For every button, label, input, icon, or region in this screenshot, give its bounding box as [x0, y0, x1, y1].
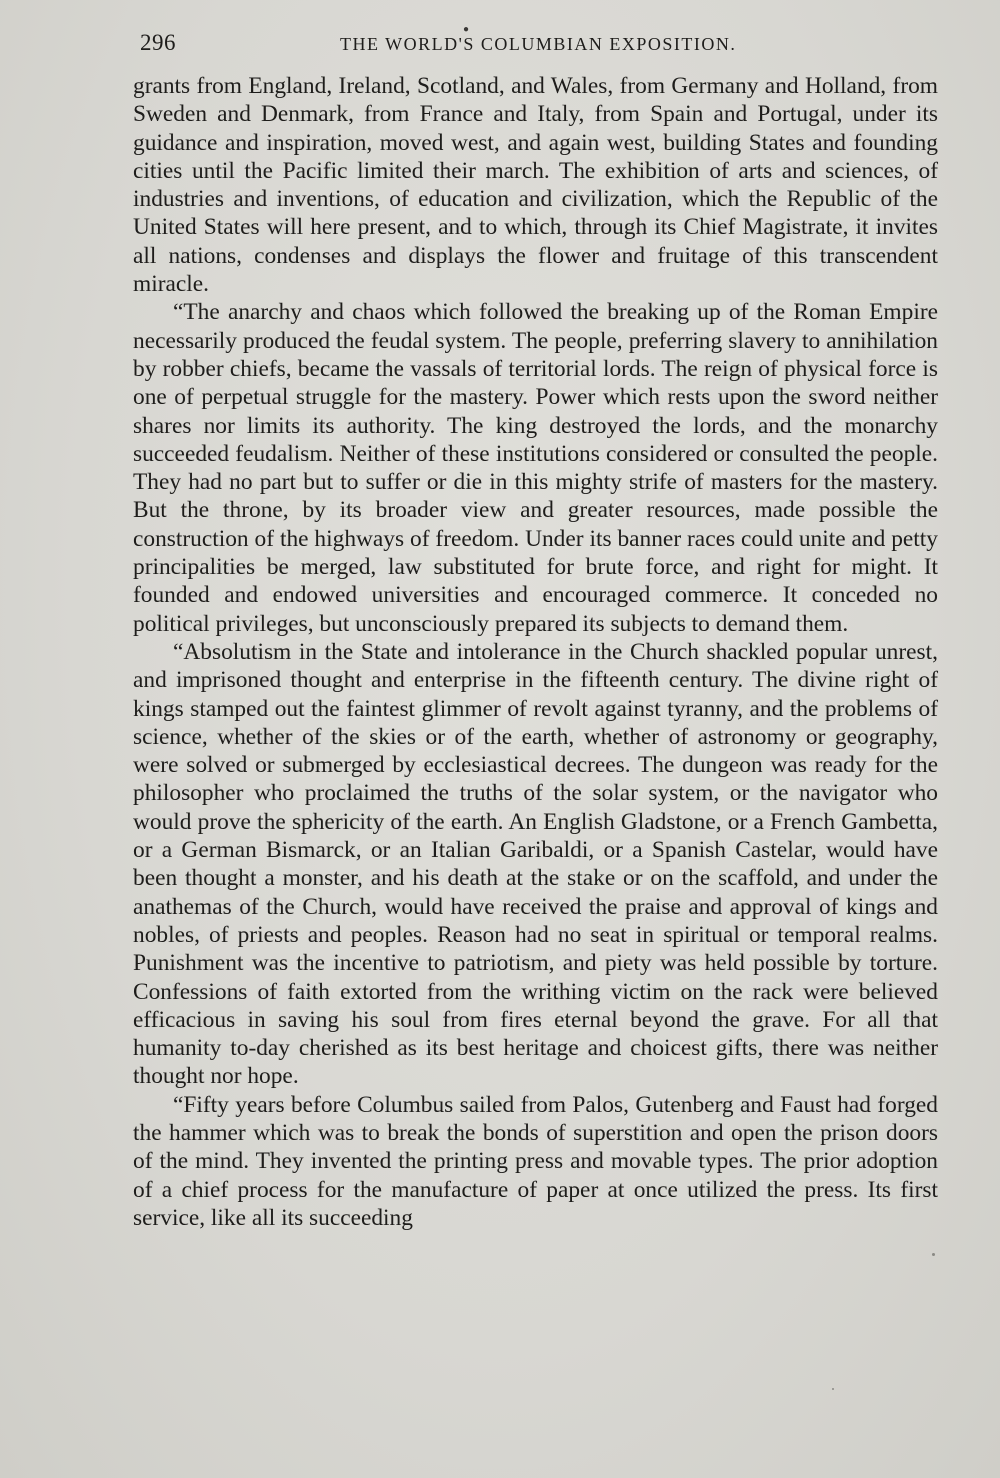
- page-number: 296: [140, 30, 176, 55]
- paper-speck: [932, 1253, 935, 1256]
- paragraph-gutenberg: “Fifty years before Columbus sailed from Palos, Gutenberg and Faust had forged the hammer which was to break the bonds of superstition and open the prison doors of the mind. They invented the printing press and movable types. The prior adoption of a chief process for the manufacture of paper at once utilized the press. Its first service, like all its succeeding: [133, 1091, 938, 1231]
- print-speck: ●: [463, 24, 470, 35]
- running-title: THE WORLD'S COLUMBIAN EXPOSITION.: [340, 34, 737, 54]
- paragraph-continued: grants from England, Ireland, Scotland, and Wales, from Germany and Holland, from Sweden and Denmark, from France and Italy, from Spain and Portugal, under its guidance and inspiration, moved west, and again west, building States and founding cities until the Pacific limited their march. The exhibition of arts and sciences, of industries and inventions, of education and civilization, which the Republic of the United States will here present, and to which, through its Chief Magistrate, it invites all nations, condenses and displays the flower and fruitage of this transcendent miracle.: [133, 73, 938, 298]
- paragraph-absolutism: “Absolutism in the State and intolerance in the Church shackled popular unrest, and imprisoned thought and enterprise in the fifteenth century. The divine right of kings stamped out the faintest glimmer of revolt against tyranny, and the problems of science, whether of the skies or of the earth, whether of astronomy or geography, were solved or submerged by ecclesiastical decrees. The dungeon was ready for the philosopher who proclaimed the truths of the solar system, or the navigator who would prove the sphericity of the earth. An English Gladstone, or a French Gambetta, or a German Bismarck, or an Italian Garibaldi, or a Spanish Castelar, would have been thought a monster, and his death at the stake or on the scaffold, and under the anathemas of the Church, would have received the praise and approval of kings and nobles, of priests and peoples. Reason had no seat in spiritual or temporal realms. Punishment was the incentive to patriotism, and piety was held possible by torture. Confessions of faith extorted from the writhing victim on the rack were believed efficacious in saving his soul from fires eternal beyond the grave. For all that humanity to-day cherished as its best heritage and choicest gifts, there was neither thought nor hope.: [133, 638, 938, 1090]
- running-head: [140, 24, 940, 62]
- paper-speck: [832, 1388, 834, 1390]
- page-body: [133, 72, 938, 1232]
- paragraph-feudal-system: “The anarchy and chaos which followed the breaking up of the Roman Empire necessarily produced the feudal system. The people, preferring slavery to annihilation by robber chiefs, became the vassals of territorial lords. The reign of physical force is one of perpetual struggle for the mastery. Power which rests upon the sword neither shares nor limits its authority. The king destroyed the lords, and the monarchy succeeded feudalism. Neither of these institutions considered or consulted the people. They had no part but to suffer or die in this mighty strife of masters for the mastery. But the throne, by its broader view and greater resources, made possible the construction of the highways of freedom. Under its banner races could unite and petty principalities be merged, law substituted for brute force, and right for might. It founded and endowed universities and encouraged commerce. It conceded no political privileges, but unconsciously prepared its subjects to demand them.: [133, 299, 938, 637]
